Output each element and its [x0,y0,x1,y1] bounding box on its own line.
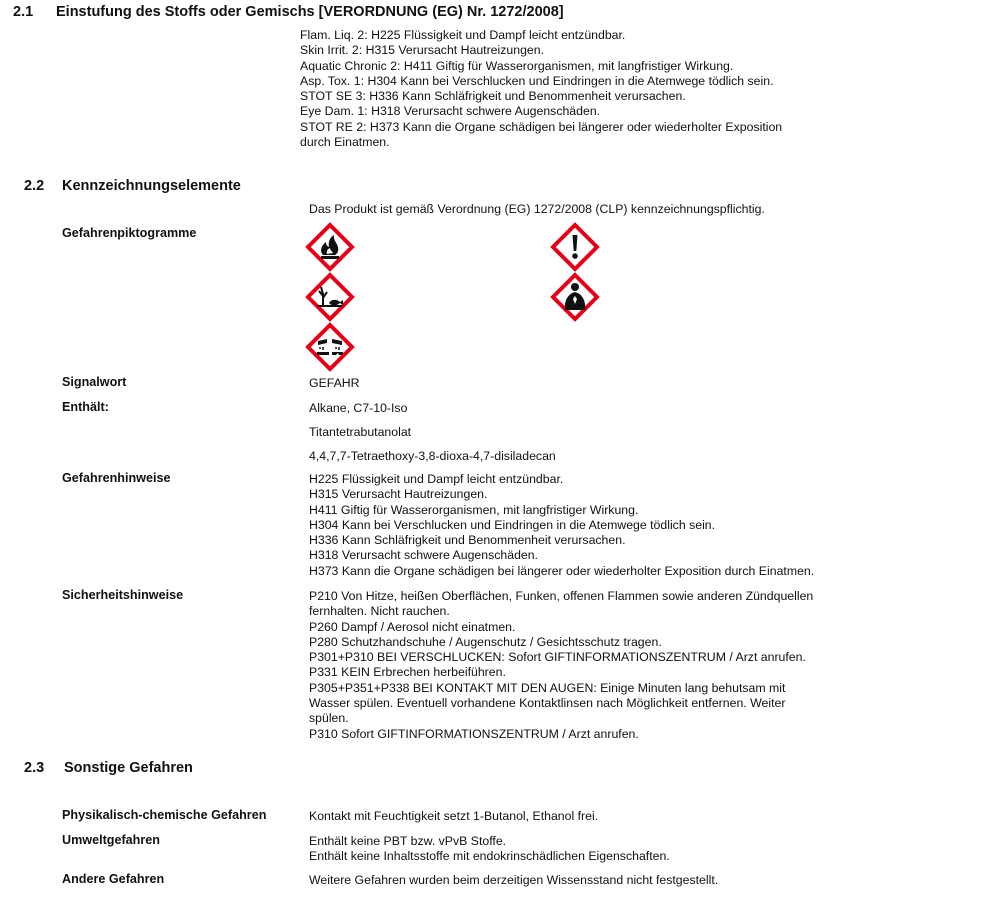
classification-line: Asp. Tox. 1: H304 Kann bei Verschlucken und Eindringen in die Atemwege tödlich sein. [300,73,774,88]
hazard-statement: H411 Giftig für Wasserorganismen, mit langfristiger Wirkung. [309,502,639,517]
contains-item: Alkane, C7-10-Iso [309,401,408,415]
environmental-hazard-line: Enthält keine PBT bzw. vPvB Stoffe. [309,834,507,848]
labelling-intro: Das Produkt ist gemäß Verordnung (EG) 1272/2008 (CLP) kennzeichnungspflichtig. [309,202,765,216]
precautionary-statement: P301+P310 BEI VERSCHLUCKEN: Sofort GIFTINFORMATIONSZENTRUM / Arzt anrufen. [309,650,806,665]
hazard-statement: H336 Kann Schläfrigkeit und Benommenheit verursachen. [309,533,626,548]
environmental-hazards-list [309,834,670,865]
precautionary-statement: P310 Sofort GIFTINFORMATIONSZENTRUM / Arzt anrufen. [309,726,639,741]
exclamation-icon [550,222,600,272]
classification-line: Flam. Liq. 2: H225 Flüssigkeit und Dampf leicht entzündbar. [300,28,626,42]
environment-icon [305,272,355,322]
health-hazard-icon [550,272,600,322]
classification-line: STOT RE 2: H373 Kann die Organe schädigen bei längerer oder wiederholter Exposition [300,119,783,134]
precautionary-statement: spülen. [309,711,349,726]
section-title: Sonstige Gefahren [64,760,193,776]
classification-line: durch Einatmen. [300,135,390,150]
hazard-statement: H304 Kann bei Verschlucken und Eindringen in die Atemwege tödlich sein. [309,517,716,532]
hazard-statement: H315 Verursacht Hautreizungen. [309,487,488,502]
precautionary-statement: P260 Dampf / Aerosol nicht einatmen. [309,619,516,634]
hazard-statement: H318 Verursacht schwere Augenschäden. [309,548,539,563]
hazard-statements-list [309,472,814,579]
hazard-statement: H373 Kann die Organe schädigen bei längerer oder wiederholter Exposition durch Einatmen. [309,563,815,578]
classification-line: STOT SE 3: H336 Kann Schläfrigkeit und Benommenheit verursachen. [300,89,686,104]
contains-label: Enthält: [62,400,109,414]
signal-word-label: Signalwort [62,375,127,389]
environmental-hazards-label: Umweltgefahren [62,833,160,847]
section-number: 2.2 [24,178,45,194]
hazard-statement: H225 Flüssigkeit und Dampf leicht entzündbar. [309,472,564,486]
other-hazards-value: Weitere Gefahren wurden beim derzeitigen Wissensstand nicht festgestellt. [309,873,719,887]
classification-line: Eye Dam. 1: H318 Verursacht schwere Augenschäden. [300,104,601,119]
corrosion-icon [305,322,355,372]
section-number: 2.1 [13,4,34,20]
contains-item: 4,4,7,7-Tetraethoxy-3,8-dioxa-4,7-disiladecan [309,449,556,463]
environmental-hazard-line: Enthält keine Inhaltsstoffe mit endokrinschädlichen Eigenschaften. [309,849,670,864]
precautionary-statement: P331 KEIN Erbrechen herbeiführen. [309,665,506,680]
precautionary-statement: P305+P351+P338 BEI KONTAKT MIT DEN AUGEN: Einige Minuten lang behutsam mit [309,680,786,695]
pictograms-label: Gefahrenpiktogramme [62,226,197,240]
physchem-hazards-label: Physikalisch-chemische Gefahren [62,808,267,822]
signal-word-value: GEFAHR [309,376,360,390]
physchem-hazards-value: Kontakt mit Feuchtigkeit setzt 1-Butanol, Ethanol frei. [309,809,599,823]
classification-line: Skin Irrit. 2: H315 Verursacht Hautreizungen. [300,43,545,58]
section-title: Kennzeichnungselemente [62,178,241,194]
section-number: 2.3 [24,760,45,776]
contains-item: Titantetrabutanolat [309,425,412,439]
precautionary-statement: fernhalten. Nicht rauchen. [309,604,450,619]
precautionary-statements-list [309,589,813,742]
classification-line: Aquatic Chronic 2: H411 Giftig für Wasserorganismen, mit langfristiger Wirkung. [300,58,734,73]
hazard-statements-label: Gefahrenhinweise [62,471,171,485]
precautionary-statement: Wasser spülen. Eventuell vorhandene Kontaktlinsen nach Möglichkeit entfernen. Weiter [309,696,786,711]
precautionary-statement: P210 Von Hitze, heißen Oberflächen, Funken, offenen Flammen sowie anderen Zündquellen [309,589,814,603]
section-title: Einstufung des Stoffs oder Gemischs [VERORDNUNG (EG) Nr. 1272/2008] [56,4,564,20]
other-hazards-label: Andere Gefahren [62,872,165,886]
flame-icon [305,222,355,272]
classification-list [300,28,782,150]
precautionary-statement: P280 Schutzhandschuhe / Augenschutz / Gesichtsschutz tragen. [309,634,662,649]
precautionary-statements-label: Sicherheitshinweise [62,588,184,602]
